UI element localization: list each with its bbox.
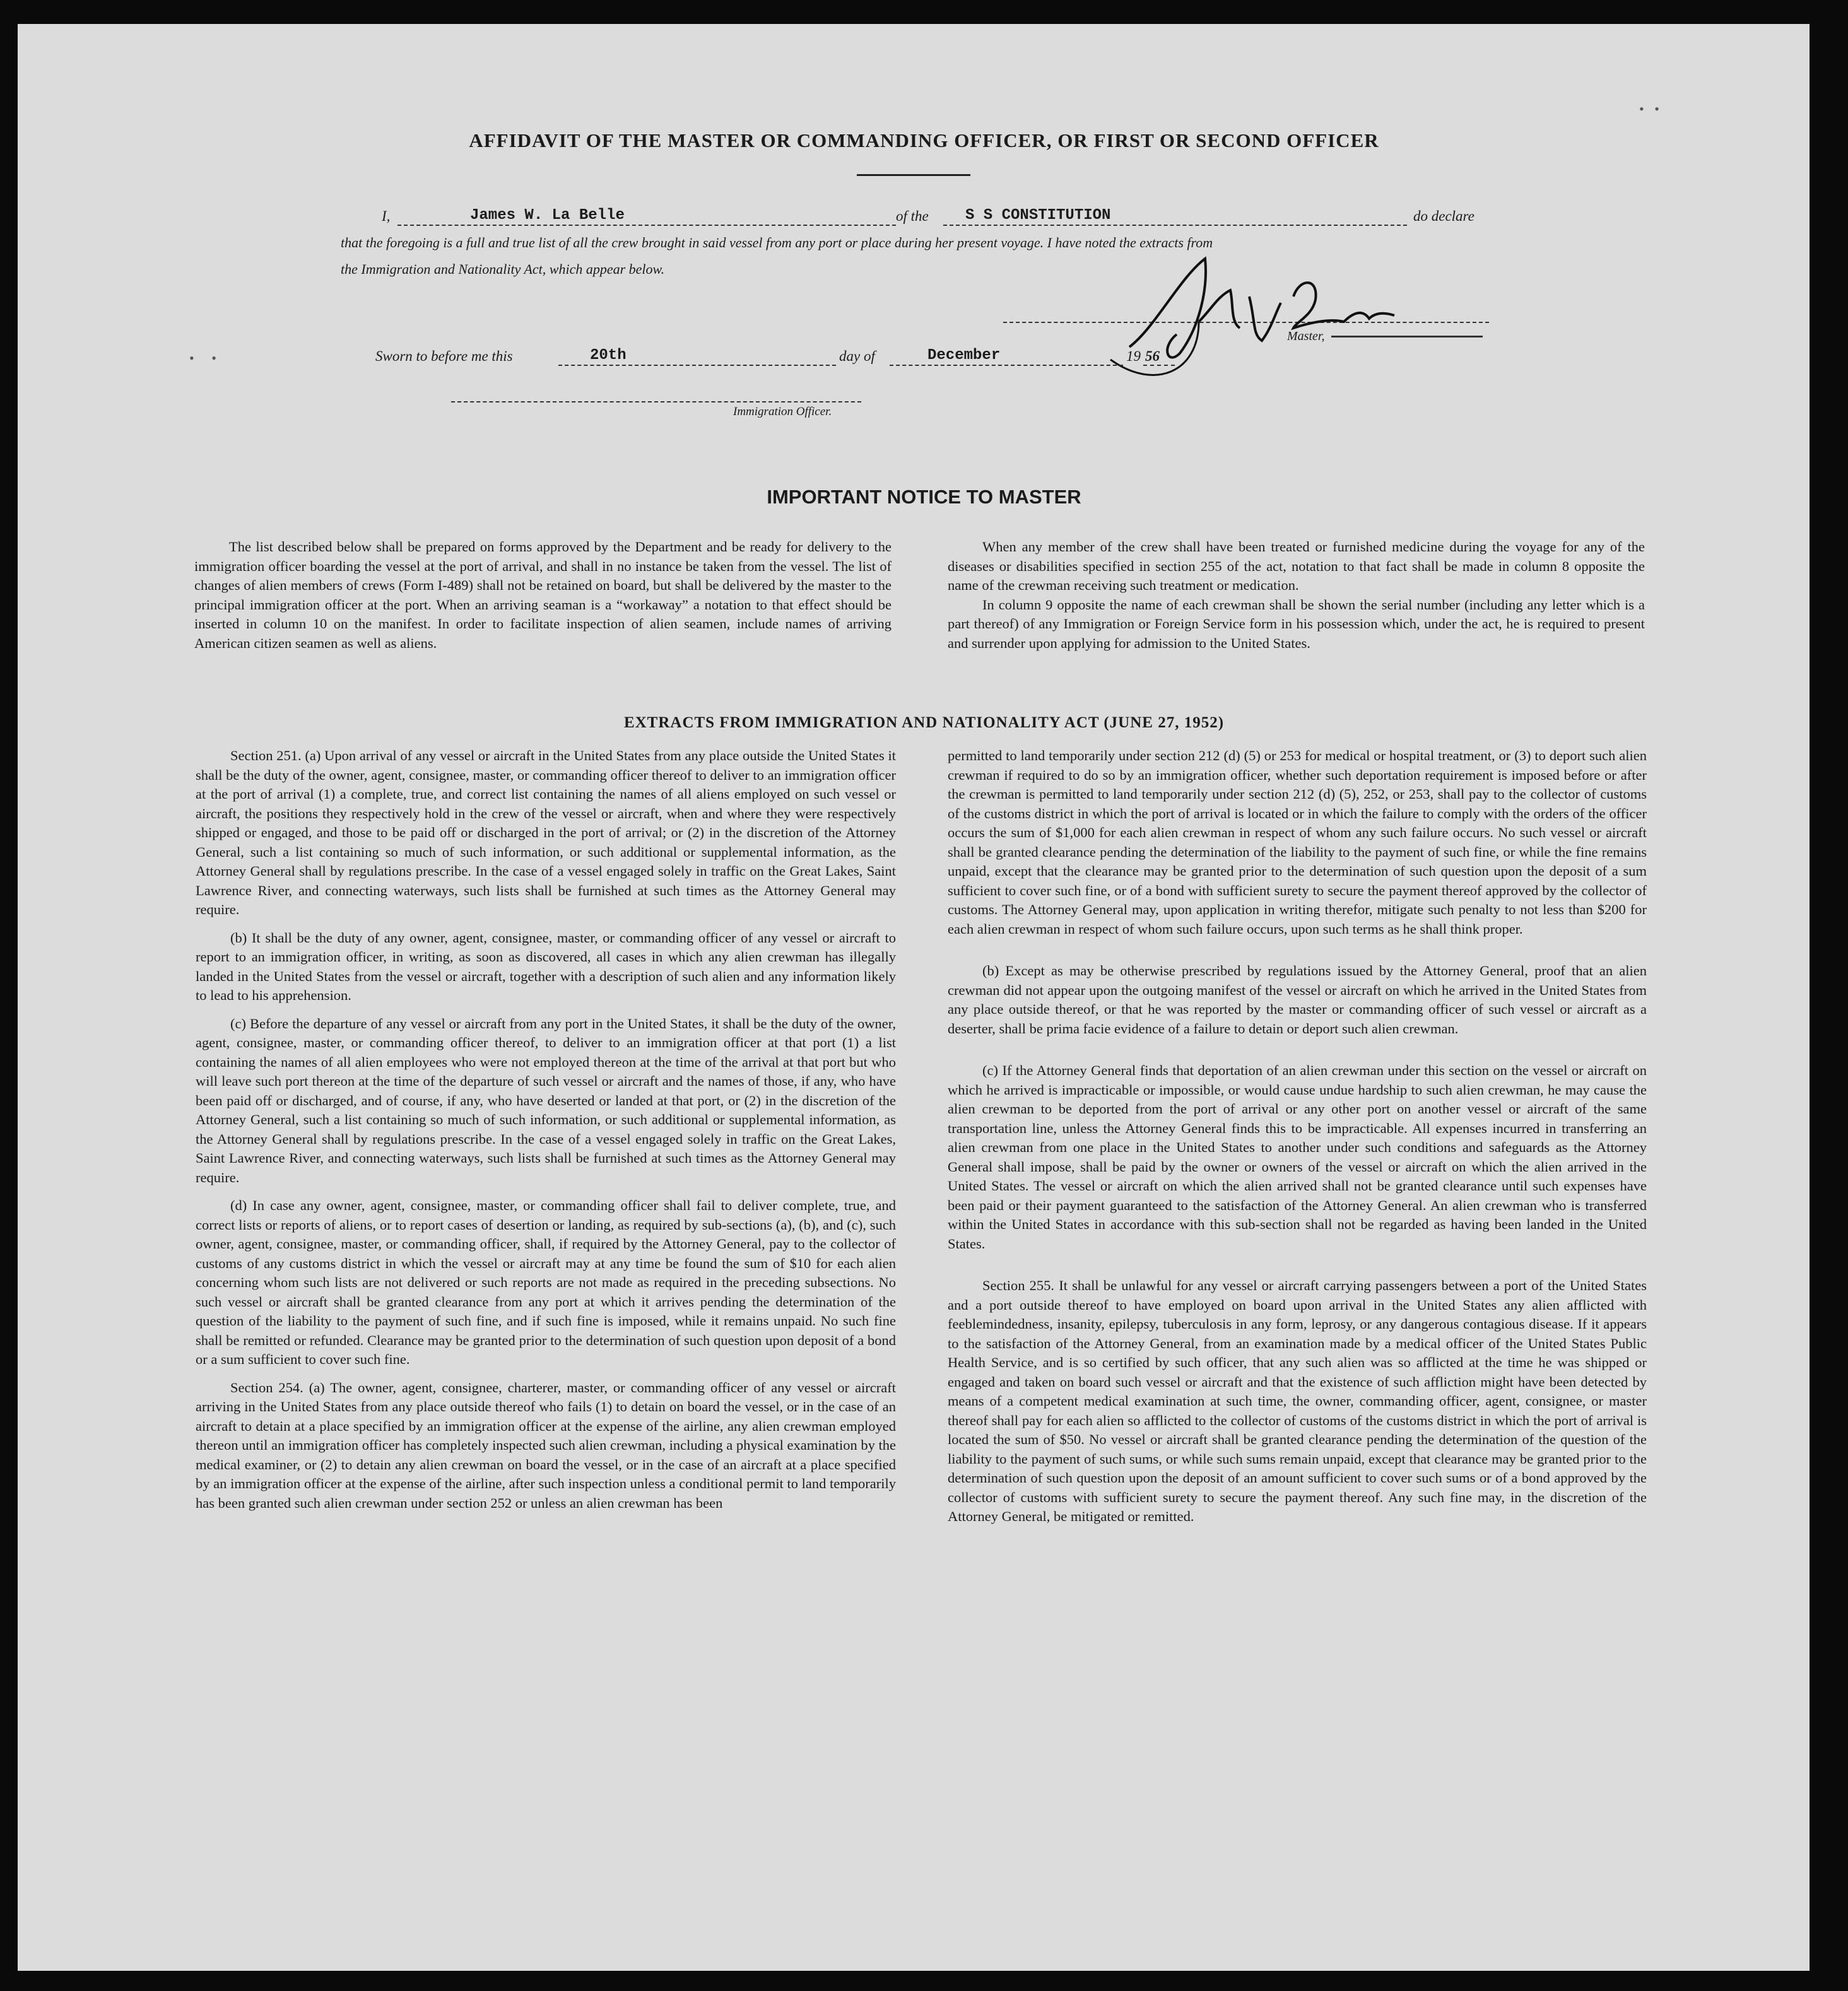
- scan-mark-dots: • •: [1639, 101, 1659, 117]
- extracts-right-column: [948, 746, 1647, 1527]
- title-underline: [857, 174, 970, 176]
- scan-mark-left: • •: [189, 350, 216, 366]
- section-251d: (d) In case any owner, agent, consignee, master, or commanding officer shall fail to deliver complete, true, and correct lists or reports of aliens, or to report cases of desertion or landing, as required by sub-sections (a), (b), and (c), such owner, agent, consignee, master, or commanding officer, shall, if required by the Attorney General, pay to the collector of customs of any customs district in which the vessel or aircraft may at any time be found the sum of $10 for each alien concerning whom such lists are not delivered or such reports are not made as required in the preceding subsections. No such vessel or aircraft shall be granted clearance from any port at which it arrives pending the determination of the question of the liability to the payment of such fine, and if such fine is imposed, while it remains unpaid. No such fine shall be remitted or refunded. Clearance may be granted prior to the determination of such question upon deposit of a bond or a sum sufficient to cover such fine.: [196, 1197, 896, 1367]
- notice-left-paragraph: The list described below shall be prepared on forms approved by the Department and be ready for delivery to the immigration officer boarding the vessel at the port of arrival, and shall in no instance be taken from the vessel. The list of changes of alien members of crews (Form I-489) shall not be retained on board, but shall be delivered by the master to the principal immigration officer at the port. When an arriving seaman is a “workaway” a notation to that effect should be inserted in column 10 on the manifest. In order to facilitate inspection of alien seamen, include names of arriving American citizen seamen as well as aliens.: [194, 539, 892, 651]
- affidavit-title: AFFIDAVIT OF THE MASTER OR COMMANDING OFFICER, OR FIRST OR SECOND OFFICER: [469, 129, 1379, 151]
- notice-title: IMPORTANT NOTICE TO MASTER: [767, 486, 1081, 508]
- section-254a-continued: permitted to land temporarily under section 212 (d) (5) or 253 for medical or hospital treatment, or (3) to deport such alien crewman if required to do so by an immigration officer, whether such deportation requirement is imposed before or after the crewman is permitted to land temporarily under section 212 (d) (5), 252, or 253, shall pay to the collector of customs of the customs district in which the port of arrival is located or in which the failure to comply with the orders of the officer occurs the sum of $1,000 for each alien crewman in respect of whom any such failure occurs. No such vessel or aircraft shall be granted clearance pending the determination of the liability to the payment of such fine, or while the fine remains unpaid, except that the clearance may be granted prior to the determination of such question upon the deposit of a sum sufficient to cover such fine, or of a bond with sufficient surety to secure the payment thereof approved by the collector of customs. The Attorney General may, upon application in writing therefor, mitigate such penalty to not less than $200 for each alien crewman in respect of whom such failure occurs, upon such terms as he shall think proper.: [948, 748, 1647, 937]
- immigration-officer-line: [451, 385, 861, 402]
- notice-right-paragraph-1: When any member of the crew shall have been treated or furnished medicine during the voyage for any of the diseases or disabilities specified in section 255 of the act, notation to that fact shall be made in column 8 opposite the name of the crewman receiving such treatment or medication.: [948, 539, 1645, 593]
- section-251c: (c) Before the departure of any vessel or aircraft from any port in the United States, it shall be the duty of the owner, agent, consignee, master, or commanding officer thereof, to deliver to an immigration officer at that port (1) a list containing the names of all alien employees who were not employed thereon at the time of the arrival at that port but who will leave such port thereon at the time of the departure of such vessel or aircraft and the names of those, if any, who have been paid off or discharged, and of course, if any, who have deserted or landed at that port, or (2) in the discretion of the Attorney General, such a list containing so much of such information, or such additional or supplemental information, as the Attorney General shall by regulations prescribe. In the case of a vessel engaged solely in traffic on the Great Lakes, Saint Lawrence River, and connecting waterways, such lists shall be furnished at such times as the Attorney General may require.: [196, 1015, 896, 1185]
- master-caption: Master,: [1287, 329, 1325, 343]
- section-255: Section 255. It shall be unlawful for any vessel or aircraft carrying passengers between a port of the United States and a port outside thereof to have employed on board upon arrival in the United States any alien afflicted with feeblemindedness, insanity, epilepsy, tuberculosis in any form, leprosy, or any dangerous contagious disease. If it appears to the satisfaction of the Attorney General, from an examination made by a medical officer of the United States Public Health Service, and is so certified by such officer, that any such alien was so afflicted at the time he was shipped or engaged and taken on board such vessel or aircraft and that the existence of such affliction might have been detected by means of a competent medical examination at such time, the owner, commanding officer, agent, consignee, or master thereof shall pay for each alien so afflicted to the collector of customs of the customs district in which the port of arrival is located the sum of $50. No vessel or aircraft shall be granted clearance pending the determination of the question of the liability to the payment of such sums, or while such sums remain unpaid, except that clearance may be granted prior to the determination of such question upon the deposit of an amount sufficient to cover such sums or of a bond approved by the collector of customs with sufficient surety to secure the payment thereof. Any such fine may, in the discretion of the Attorney General, be mitigated or remitted.: [948, 1277, 1647, 1524]
- statement-line-2: the Immigration and Nationality Act, which appear below.: [341, 261, 665, 277]
- day-of-label: day of: [839, 348, 875, 364]
- year-line: [1143, 348, 1175, 366]
- month-value: December: [927, 347, 1001, 364]
- caption-strikeout: [1331, 336, 1483, 338]
- year-prefix: 19: [1126, 348, 1141, 364]
- i-label: I,: [382, 208, 391, 224]
- month-line: [890, 348, 1123, 366]
- section-254b: (b) Except as may be otherwise prescribed by regulations issued by the Attorney General, proof that an alien crewman did not appear upon the outgoing manifest of the vessel or aircraft on which he arrived in the United States from any place outside thereof, or that he was reported by the master or commanding officer of such vessel or aircraft as a deserter, shall be prima facie evidence of a failure to detain or deport such alien crewman.: [948, 963, 1647, 1037]
- section-251a: Section 251. (a) Upon arrival of any vessel or aircraft in the United States from any place outside the United States it shall be the duty of the owner, agent, consignee, master, or commanding officer thereof to deliver to an immigration officer at the port of arrival (1) a complete, true, and correct list containing the names of all aliens employed on such vessel or aircraft, the positions they respectively hold in the crew of the vessel or aircraft, when and where they were respectively shipped or engaged, and those to be paid off or discharged in the port of arrival; or (2) in the discretion of the Attorney General, such a list containing so much of such information, or such additional or supplemental information, as the Attorney General shall by regulations prescribe. In the case of a vessel engaged solely in traffic on the Great Lakes, Saint Lawrence River, and connecting waterways, such lists shall be furnished at such times as the Attorney General may require.: [196, 748, 896, 917]
- immigration-officer-caption: Immigration Officer.: [733, 405, 832, 418]
- extracts-title: EXTRACTS FROM IMMIGRATION AND NATIONALITY ACT (JUNE 27, 1952): [623, 714, 1225, 731]
- notice-right-column: [948, 537, 1645, 653]
- year-value: 56: [1145, 348, 1160, 364]
- extracts-left-column: [196, 746, 896, 1513]
- master-name-value: James W. La Belle: [470, 207, 625, 224]
- section-254a: Section 254. (a) The owner, agent, consignee, charterer, master, or commanding officer of any vessel or aircraft arriving in the United States from any place outside thereof who fails (1) to detain on board the vessel, or in the case of an aircraft to detain at a place specified by an immigration officer at the expense of the airline, any alien crewman employed thereon until an immigration officer has completely inspected such alien crewman, including a physical examination by the medical examiner, or (2) to detain any alien crewman on board the vessel, or in the case of an aircraft at a place specified by an immigration officer at the expense of the airline, after such inspection unless a conditional permit to land temporarily has been granted such alien crewman under section 252 or unless an alien crewman has been: [196, 1379, 896, 1511]
- do-declare-label: do declare: [1413, 208, 1474, 224]
- of-the-label: of the: [896, 208, 929, 224]
- notice-right-paragraph-2: In column 9 opposite the name of each crewman shall be shown the serial number (including any letter which is a part thereof) of any Immigration or Foreign Service form in his possession which, under the act, he is required to present and surrender upon applying for admission to the United States.: [948, 596, 1645, 651]
- notice-left-column: [194, 537, 892, 653]
- statement-line-1: that the foregoing is a full and true list of all the crew brought in said vessel from any port or place during her present voyage. I have noted the extracts from: [341, 235, 1213, 250]
- section-251b: (b) It shall be the duty of any owner, agent, consignee, master, or commanding officer of any vessel or aircraft to report to an immigration officer, in writing, as soon as discovered, all cases in which any alien crewman has illegally landed in the United States from the vessel or aircraft, together with a description of such alien and any information likely to lead to his apprehension.: [196, 929, 896, 1003]
- section-254c: (c) If the Attorney General finds that deportation of an alien crewman under this section on the vessel or aircraft on which he arrived is impracticable or impossible, or would cause undue hardship to such alien crewman, he may cause the alien crewman to be deported from the port of arrival or any other port on another vessel or aircraft of the same transportation line, unless the Attorney General finds this to be impracticable. All expenses incurred in transferring an alien crewman from one place in the United States to another under such conditions and safeguards as the Attorney General shall impose, shall be paid by the owner or owners of the vessel or aircraft on which the alien arrived in the United States. The vessel or aircraft on which the alien arrived shall not be granted clearance until such expenses have been paid or their payment guaranteed to the satisfaction of the Attorney General. An alien crewman who is transferred within the United States in accordance with this sub-section shall not be regarded as having been landed in the United States.: [948, 1062, 1647, 1252]
- vessel-name-value: S S CONSTITUTION: [965, 207, 1111, 224]
- day-value: 20th: [590, 347, 627, 364]
- sworn-label: Sworn to before me this: [375, 348, 513, 364]
